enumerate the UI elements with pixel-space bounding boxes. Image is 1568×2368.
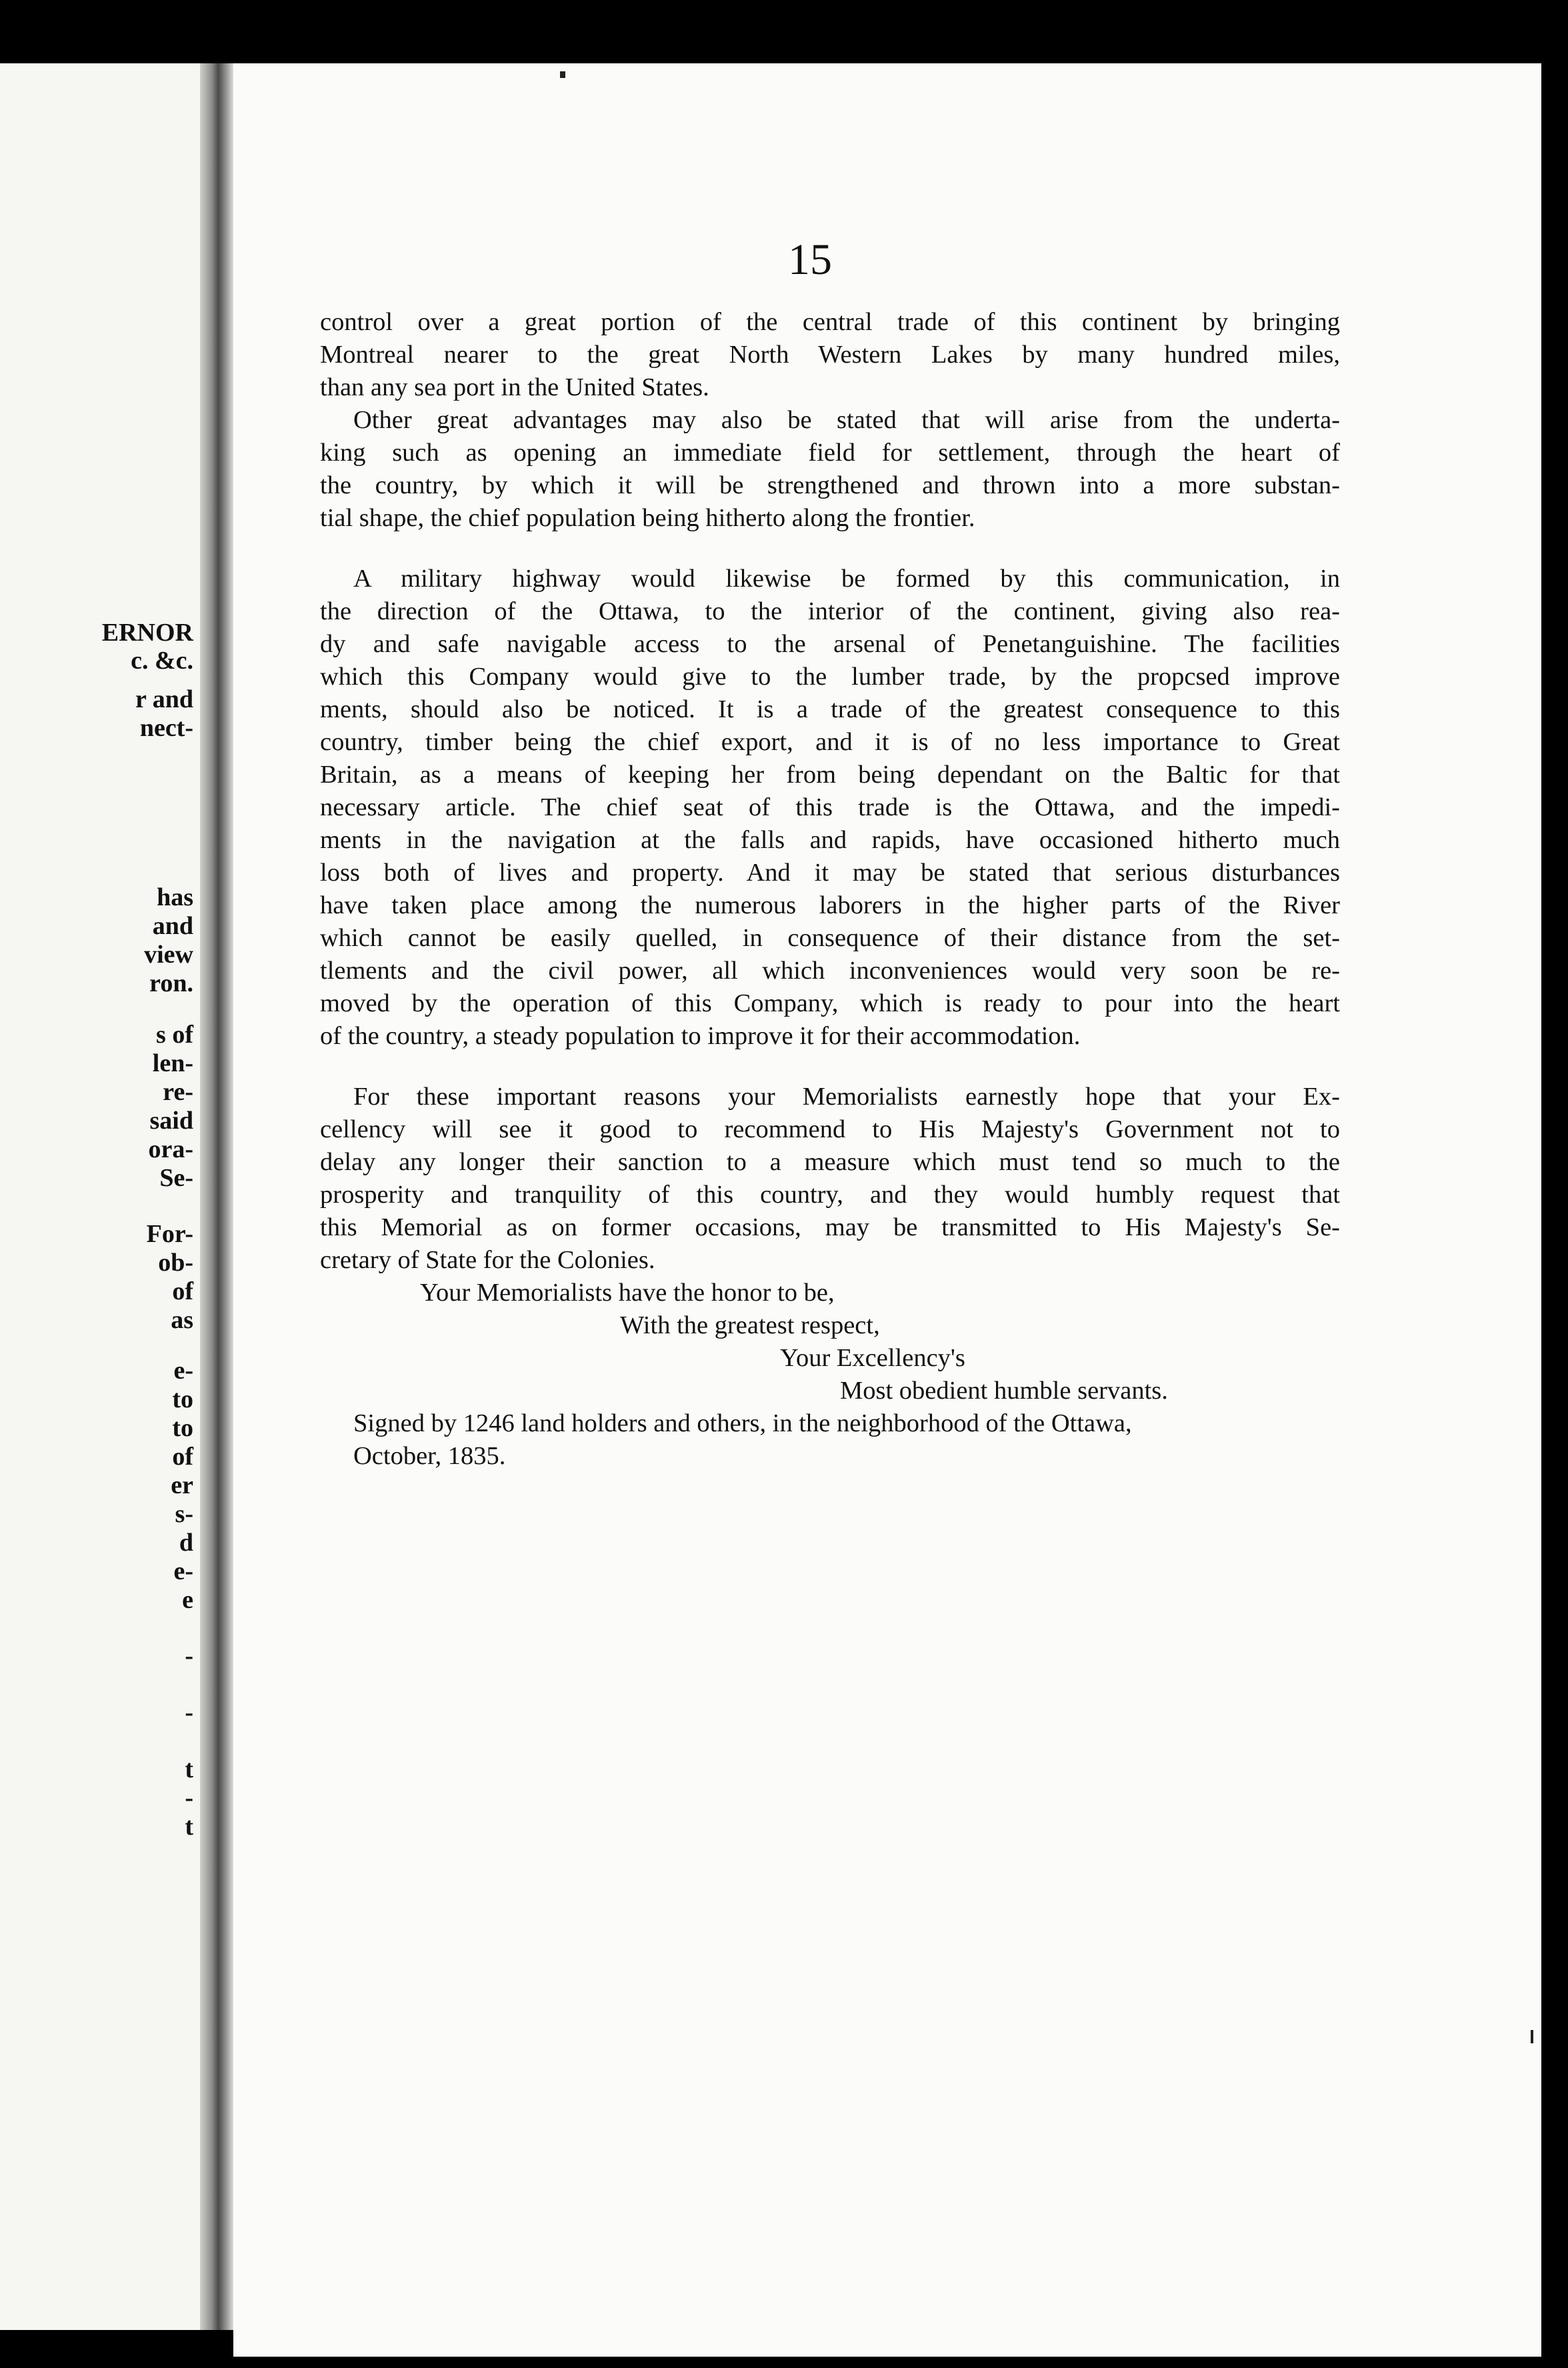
- fragment-dash-1: -: [185, 1642, 193, 1670]
- text-line: loss both of lives and property. And it may be stated that serious disturbances: [320, 859, 1340, 887]
- text-line: cellency will see it good to recommend to His Majesty's Government not to: [320, 1115, 1340, 1143]
- text-line: which cannot be easily quelled, in consequence of their distance from the set-: [320, 924, 1340, 952]
- date-line: October, 1835.: [353, 1442, 506, 1470]
- text-line: Britain, as a means of keeping her from being dependant on the Baltic for that: [320, 761, 1340, 789]
- text-line: A military highway would likewise be formed by this communication, in: [353, 565, 1340, 593]
- text-line: control over a great portion of the central trade of this continent by bringing: [320, 308, 1340, 336]
- text-line: of the country, a steady population to improve it for their accommodation.: [320, 1022, 1081, 1050]
- fragment-ob: ob-: [158, 1249, 193, 1277]
- print-speck: [1531, 2030, 1533, 2043]
- fragment-e: e-: [173, 1357, 193, 1385]
- page-number: 15: [788, 235, 832, 284]
- fragment-t-2: t: [185, 1813, 193, 1841]
- previous-page-edge: [0, 63, 200, 2330]
- page-15: [233, 63, 1541, 2357]
- closing-line: Your Memorialists have the honor to be,: [420, 1279, 835, 1307]
- text-line: prosperity and tranquility of this country, and they would humbly request that: [320, 1181, 1340, 1209]
- print-speck: [560, 71, 565, 78]
- fragment-r-and: r and: [135, 685, 193, 713]
- text-line: necessary article. The chief seat of this trade is the Ottawa, and the impedi-: [320, 793, 1340, 821]
- text-line: delay any longer their sanction to a measure which must tend so much to the: [320, 1148, 1340, 1176]
- book-gutter: [200, 63, 233, 2330]
- fragment-to-1: to: [172, 1385, 193, 1413]
- fragment-len: len-: [152, 1049, 193, 1077]
- text-line: which this Company would give to the lumber trade, by the propcsed improve: [320, 663, 1340, 691]
- text-line: the country, by which it will be strengthened and thrown into a more substan-: [320, 471, 1340, 499]
- text-line: the direction of the Ottawa, to the interior of the continent, giving also rea-: [320, 597, 1340, 625]
- text-line: ments in the navigation at the falls and rapids, have occasioned hitherto much: [320, 826, 1340, 854]
- fragment-of: of: [172, 1277, 193, 1305]
- signatories-line: Signed by 1246 land holders and others, in the neighborhood of the Ottawa,: [353, 1409, 1132, 1437]
- fragment-e-3: e: [182, 1586, 193, 1614]
- fragment-nect: nect-: [139, 714, 193, 742]
- fragment-for: For-: [146, 1220, 193, 1248]
- text-line: ments, should also be noticed. It is a trade of the greatest consequence to this: [320, 695, 1340, 723]
- fragment-has: has: [157, 883, 193, 911]
- text-line: tial shape, the chief population being hitherto along the frontier.: [320, 504, 975, 532]
- text-line: this Memorial as on former occasions, may be transmitted to His Majesty's Se-: [320, 1213, 1340, 1241]
- fragment-se: Se-: [159, 1164, 193, 1192]
- fragment-view: view: [144, 941, 193, 969]
- fragment-dash-3: -: [185, 1784, 193, 1812]
- fragment-e-2: e-: [173, 1557, 193, 1585]
- fragment-ora: ora-: [148, 1135, 193, 1163]
- text-line: king such as opening an immediate field for settlement, through the heart of: [320, 439, 1340, 467]
- fragment-s: s-: [175, 1500, 193, 1528]
- text-line: tlements and the civil power, all which inconveniences would very soon be re-: [320, 957, 1340, 985]
- paragraph-gap: [320, 535, 1340, 563]
- fragment-ernor: ERNOR: [101, 619, 193, 647]
- paragraph-gap: [320, 1053, 1340, 1081]
- text-line: For these important reasons your Memorialists earnestly hope that your Ex-: [353, 1083, 1340, 1111]
- text-line: Montreal nearer to the great North Western Lakes by many hundred miles,: [320, 341, 1340, 369]
- text-line: have taken place among the numerous laborers in the higher parts of the River: [320, 891, 1340, 919]
- fragment-s-of: s of: [156, 1021, 193, 1049]
- fragment-to-2: to: [172, 1414, 193, 1442]
- text-line: Other great advantages may also be stated that will arise from the underta-: [353, 406, 1340, 434]
- fragment-dash-2: -: [185, 1699, 193, 1727]
- memorial-text: [320, 306, 1340, 1473]
- fragment-and: and: [152, 912, 193, 940]
- closing-line: With the greatest respect,: [620, 1311, 880, 1339]
- fragment-said: said: [149, 1107, 193, 1135]
- fragment-ron: ron.: [149, 969, 193, 997]
- text-line: than any sea port in the United States.: [320, 373, 709, 401]
- text-line: dy and safe navigable access to the arsenal of Penetanguishine. The facilities: [320, 630, 1340, 658]
- fragment-d: d: [179, 1529, 193, 1557]
- fragment-t-1: t: [185, 1755, 193, 1783]
- fragment-re: re-: [163, 1078, 193, 1106]
- fragment-as: as: [171, 1306, 193, 1334]
- fragment-c-c: c. &c.: [131, 647, 193, 675]
- text-line: cretary of State for the Colonies.: [320, 1246, 655, 1274]
- closing-line: Most obedient humble servants.: [840, 1377, 1168, 1405]
- text-line: country, timber being the chief export, and it is of no less importance to Great: [320, 728, 1340, 756]
- closing-line: Your Excellency's: [780, 1344, 965, 1372]
- fragment-er: er: [171, 1471, 193, 1499]
- fragment-of-2: of: [172, 1443, 193, 1471]
- text-line: moved by the operation of this Company, which is ready to pour into the heart: [320, 989, 1340, 1017]
